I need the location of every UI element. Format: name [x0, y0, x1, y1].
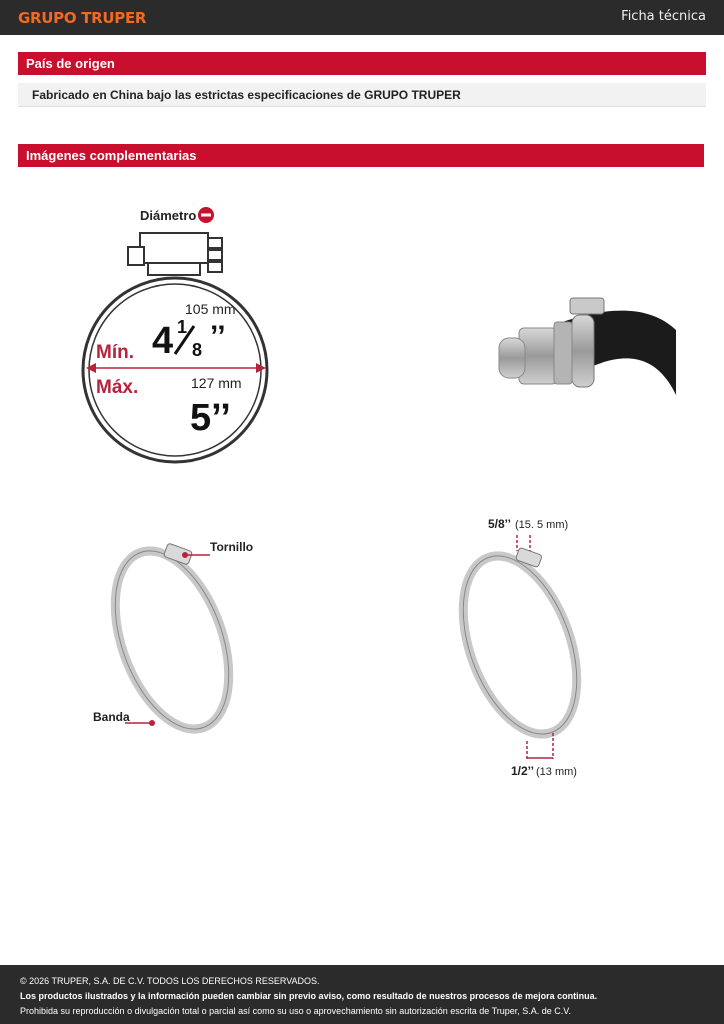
clamp-hose-photo — [494, 290, 676, 400]
footer-copyright: © 2026 TRUPER, S.A. DE C.V. TODOS LOS DERECHOS RESERVADOS. — [20, 976, 320, 986]
min-label: Mín. — [96, 342, 134, 363]
max-inches: 5’’ — [190, 397, 231, 439]
min-mm: 105 mm — [185, 301, 236, 317]
top-dimension-inches: 5/8’’ — [488, 517, 511, 531]
origin-text: Fabricado en China bajo las estrictas especificaciones de GRUPO TRUPER — [18, 83, 706, 107]
diameter-icon — [198, 207, 214, 223]
band-label: Banda — [93, 710, 130, 724]
dimensions-diagram — [455, 515, 605, 780]
parts-diagram — [85, 535, 255, 750]
top-bar — [0, 0, 724, 35]
diameter-diagram — [70, 198, 280, 473]
min-numerator: 1 — [177, 317, 188, 337]
brand-logo: GRUPO TRUPER — [18, 9, 147, 27]
section-header-origin: País de origen — [18, 52, 706, 75]
min-whole: 4 — [152, 320, 174, 362]
footer-notice: Los productos ilustrados y la información pueden cambiar sin previo aviso, como resultado de nuestros procesos de mejora continua. — [20, 991, 598, 1001]
screw-label: Tornillo — [210, 540, 254, 554]
diameter-label: Diámetro — [140, 208, 197, 223]
section-header-images: Imágenes complementarias — [18, 144, 704, 167]
bottom-dimension-mm: (13 mm) — [536, 766, 577, 778]
max-mm: 127 mm — [191, 375, 242, 391]
max-label: Máx. — [96, 377, 139, 398]
bottom-dimension-inches: 1/2’’ — [511, 764, 534, 778]
top-dimension-mm: (15. 5 mm) — [515, 519, 569, 531]
min-denominator: 8 — [192, 340, 203, 360]
footer-prohibition: Prohibida su reproducción o divulgación total o parcial así como su uso o aprovechamiento sin autorización escrita de Truper, S.A. de C.V. — [20, 1006, 571, 1016]
document-type: Ficha técnica — [621, 9, 706, 24]
min-inch-mark: ’’ — [210, 320, 226, 353]
footer — [0, 965, 724, 1024]
